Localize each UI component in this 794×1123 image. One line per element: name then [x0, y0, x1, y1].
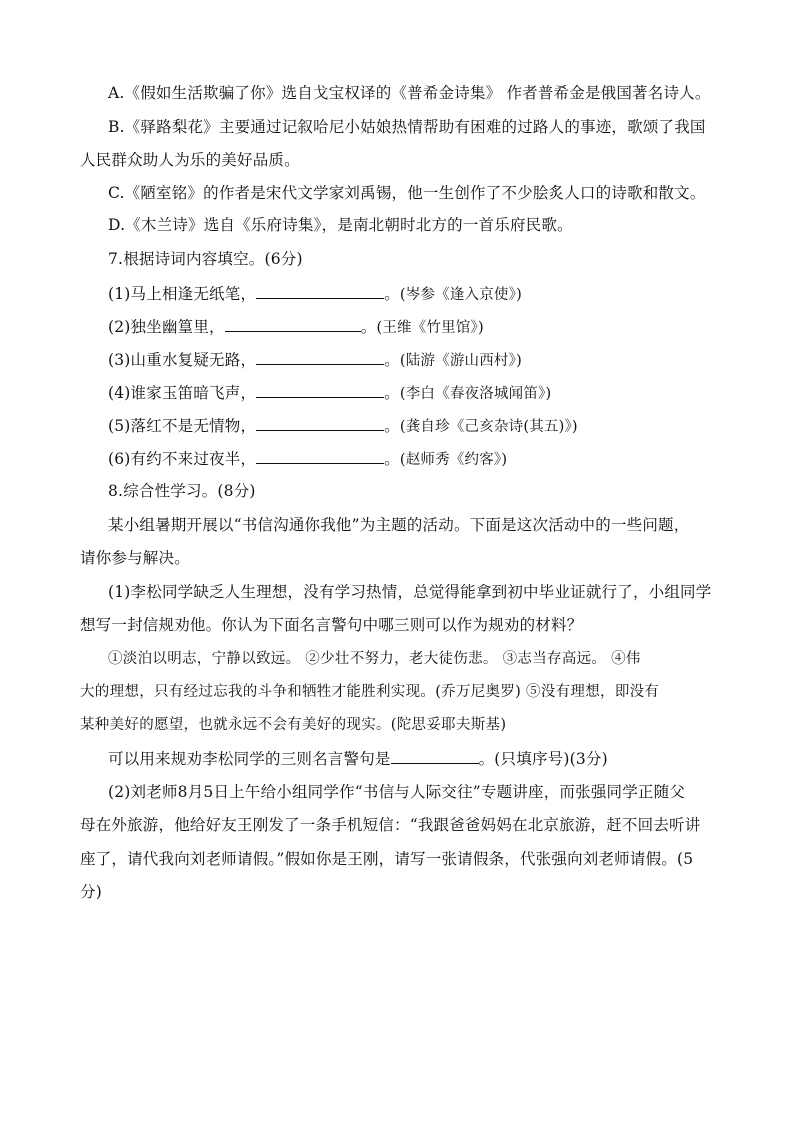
q7-item-1 — [108, 282, 522, 306]
answer-blank[interactable] — [256, 282, 384, 299]
q7-item-source: (龚自珍《己亥杂诗(其五)》) — [399, 419, 578, 435]
option-b-line2: 人民群众助人为乐的美好品质。 — [80, 151, 300, 169]
q7-item-source: (李白《春夜洛城闻笛》) — [399, 386, 552, 402]
q8-sub2-line1: (2)刘老师8月5日上午给小组同学作“书信与人际交往”专题讲座，而张强同学正随父 — [108, 783, 686, 801]
option-a: A.《假如生活欺骗了你》选自戈宝权译的《普希金诗集》 作者普希金是俄国著名诗人。 — [108, 84, 711, 102]
q7-item-prefix: (6)有约不来过夜半， — [108, 450, 257, 468]
q7-item-suffix: 。 — [384, 351, 400, 369]
q7-item-prefix: (5)落红不是无情物， — [108, 417, 257, 435]
q7-item-6 — [108, 447, 507, 471]
q7-item-suffix: 。 — [384, 450, 400, 468]
q8-answer-line — [108, 747, 608, 770]
q7-item-source: (赵师秀《约客》) — [399, 452, 508, 468]
q7-item-prefix: (1)马上相逢无纸笔， — [108, 285, 257, 303]
quotes-line1: ①淡泊以明志，宁静以致远。 ②少壮不努力，老大徒伤悲。 ③志当存高远。 ④伟 — [108, 651, 641, 667]
answer-blank[interactable] — [391, 747, 479, 764]
answer-prompt: 可以用来规劝李松同学的三则名言警句是 — [108, 750, 391, 768]
q8-sub2-line2: 母在外旅游，他给好友王刚发了一条手机短信：“我跟爸爸妈妈在北京旅游，赶不回去听讲 — [80, 816, 701, 834]
answer-blank[interactable] — [256, 414, 384, 431]
q8-sub1-line2: 想写一封信规劝他。你认为下面名言警句中哪三则可以作为规劝的材料？ — [80, 616, 583, 634]
q7-item-5 — [108, 414, 578, 438]
q8-sub2-line4: 分) — [80, 883, 102, 901]
q7-item-suffix: 。 — [360, 318, 377, 336]
quotes-line3: 某种美好的愿望，也就永远不会有美好的现实。(陀思妥耶夫斯基) — [80, 717, 507, 733]
option-c: C.《陋室铭》的作者是宋代文学家刘禹锡，他一生创作了不少脍炙人口的诗歌和散文。 — [108, 184, 706, 202]
q8-intro-line2: 请你参与解决。 — [80, 549, 190, 567]
q8-sub2-line3: 座了，请代我向刘老师请假。”假如你是王刚，请写一张请假条，代张强向刘老师请假。(5 — [80, 850, 694, 868]
q7-item-suffix: 。 — [384, 285, 400, 303]
answer-suffix: 。(只填序号)(3分) — [478, 750, 608, 768]
q7-item-suffix: 。 — [384, 384, 400, 402]
q7-title: 7.根据诗词内容填空。(6分) — [108, 250, 303, 268]
quotes-line2: 大的理想，只有经过忘我的斗争和牺牲才能胜利实现。(乔万尼奥罗) ⑤没有理想，即没有 — [80, 684, 660, 700]
q7-item-2 — [108, 315, 484, 339]
q7-item-source: (王维《竹里馆》) — [376, 320, 484, 336]
q7-item-source: (陆游《游山西村》) — [399, 353, 522, 369]
option-d: D.《木兰诗》选自《乐府诗集》，是南北朝时北方的一首乐府民歌。 — [108, 216, 573, 234]
q8-sub1-line1: (1)李松同学缺乏人生理想，没有学习热情，总觉得能拿到初中毕业证就行了，小组同学 — [108, 583, 712, 601]
answer-blank[interactable] — [256, 381, 384, 398]
q7-item-prefix: (3)山重水复疑无路， — [108, 351, 257, 369]
q7-item-3 — [108, 348, 522, 372]
option-b-line1: B.《驿路梨花》主要通过记叙哈尼小姑娘热情帮助有困难的过路人的事迹，歌颂了我国 — [108, 118, 706, 136]
answer-blank[interactable] — [256, 447, 384, 464]
q7-item-prefix: (4)谁家玉笛暗飞声， — [108, 384, 257, 402]
answer-blank[interactable] — [225, 315, 361, 332]
q7-item-4 — [108, 381, 551, 405]
q7-item-suffix: 。 — [384, 417, 400, 435]
q7-item-source: (岑参《逢入京使》) — [399, 287, 522, 303]
answer-blank[interactable] — [256, 348, 384, 365]
q8-title: 8.综合性学习。(8分) — [108, 482, 256, 500]
q7-item-prefix: (2)独坐幽篁里， — [108, 318, 225, 336]
q8-intro-line1: 某小组暑期开展以“书信沟通你我他”为主题的活动。下面是这次活动中的一些问题， — [108, 516, 690, 534]
